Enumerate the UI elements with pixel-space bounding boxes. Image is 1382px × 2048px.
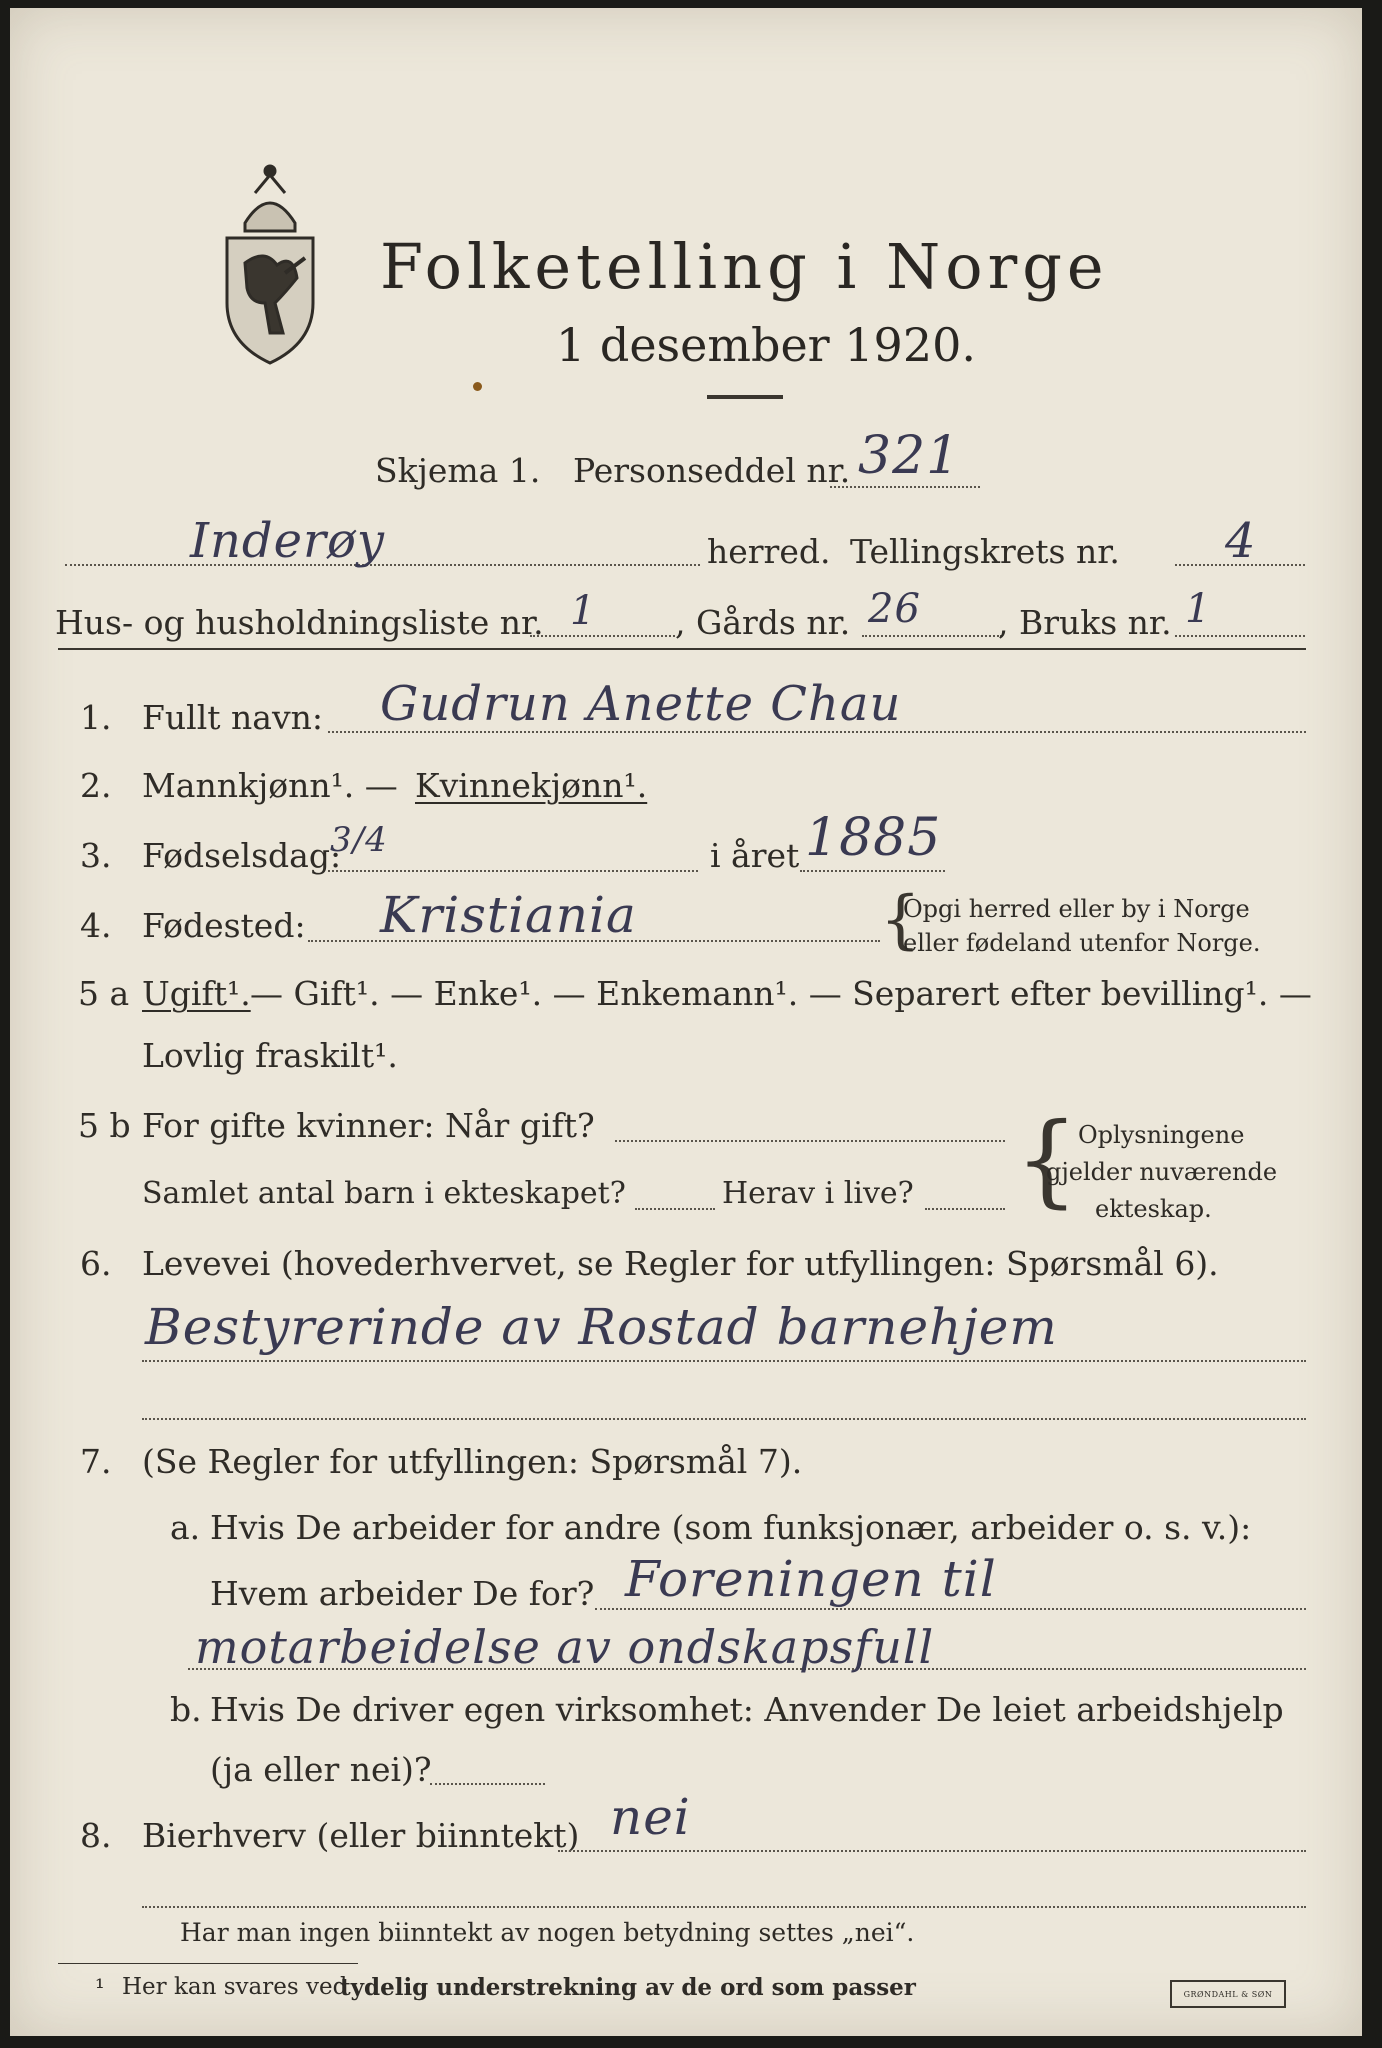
q6-label: Levevei (hovederhvervet, se Regler for utfyllingen: Spørsmål 6). (142, 1244, 1219, 1283)
coat-of-arms-icon (215, 153, 325, 368)
q5b-note-3: ekteskap. (1095, 1195, 1212, 1223)
q7b-question: (ja eller nei)? (210, 1750, 432, 1789)
footnote-divider (58, 1963, 358, 1964)
personseddel-label: Personseddel nr. (573, 451, 851, 490)
schema-label: Skjema 1. (375, 451, 541, 490)
q5a-number: 5 a (78, 974, 130, 1013)
q1-number: 1. (80, 698, 112, 737)
q5b-children-line (635, 1208, 715, 1210)
q5b-label-children: Samlet antal barn i ekteskapet? (142, 1176, 626, 1211)
q8-line-2 (142, 1906, 1306, 1908)
gards-value: 26 (868, 586, 921, 632)
q6-number: 6. (80, 1244, 112, 1283)
census-form-page (10, 8, 1362, 2036)
husliste-label: Hus- og husholdningsliste nr. (55, 603, 544, 642)
header-divider (58, 648, 1306, 650)
form-title: Folketelling i Norge (380, 230, 1109, 303)
footer-note: Har man ingen biinntekt av nogen betydning settes „nei“. (180, 1918, 915, 1947)
q7-label: (Se Regler for utfyllingen: Spørsmål 7). (142, 1442, 803, 1481)
q5b-alive-line (925, 1208, 1005, 1210)
q5a-options: — Gift¹. — Enke¹. — Enkemann¹. — Separert efter bevilling¹. — (250, 974, 1312, 1013)
q3-year-line (800, 870, 945, 872)
q7b-line (430, 1783, 545, 1785)
tellingskrets-label: Tellingskrets nr. (850, 532, 1120, 571)
q6-value: Bestyrerinde av Rostad barnehjem (145, 1298, 1058, 1356)
q1-label: Fullt navn: (142, 698, 323, 737)
q3-day: 3/4 (330, 820, 388, 860)
q4-note-1: Opgi herred eller by i Norge (903, 895, 1250, 923)
q5b-married-line (615, 1140, 1005, 1142)
q7a-number: a. (170, 1508, 201, 1547)
q2-male: Mannkjønn¹. — (142, 766, 398, 805)
q5a-line2: Lovlig fraskilt¹. (142, 1036, 398, 1075)
q4-brace: { (880, 883, 921, 957)
q3-day-line (328, 870, 698, 872)
q2-female (415, 766, 647, 805)
footnote-mark: ¹ (95, 1974, 105, 2002)
q5b-note-2: gjelder nuværende (1046, 1158, 1278, 1186)
footnote-text: Her kan svares ved (122, 1974, 348, 2000)
q6-line-1 (142, 1360, 1306, 1362)
herred-label: herred. (707, 532, 831, 571)
q5a-ugift-underlined: Ugift¹. (142, 974, 251, 1013)
q4-number: 4. (80, 906, 112, 945)
gards-line (862, 635, 1002, 637)
q5b-note-1: Oplysningene (1078, 1121, 1245, 1149)
q2-number: 2. (80, 766, 112, 805)
q7a-label: Hvis De arbeider for andre (som funksjonær, arbeider o. s. v.): (210, 1508, 1252, 1547)
q7a-value-2: motarbeidelse av ondskapsfull (195, 1620, 935, 1674)
q8-value: nei (610, 1788, 691, 1846)
q7a-value-1: Foreningen til (625, 1550, 997, 1608)
q5b-label-alive: Herav i live? (722, 1176, 914, 1211)
husliste-value: 1 (570, 588, 597, 634)
q2-female-underlined: Kvinnekjønn¹. (415, 766, 648, 805)
q3-year: 1885 (805, 808, 942, 868)
q3-number: 3. (80, 836, 112, 875)
personseddel-value: 321 (858, 426, 961, 486)
q5b-brace: { (1015, 1101, 1079, 1218)
printer-stamp (1170, 1980, 1286, 2008)
q8-line (558, 1850, 1306, 1852)
q7-number: 7. (80, 1442, 112, 1481)
q5b-number: 5 b (78, 1106, 131, 1145)
ink-spot (473, 382, 482, 391)
printer-stamp-text: GRØNDAHL & SØN (1183, 1989, 1273, 1999)
bruks-label: , Bruks nr. (998, 603, 1172, 642)
q5a-ugift (142, 974, 251, 1013)
q6-line-2 (142, 1418, 1306, 1420)
q7b-label: Hvis De driver egen virksomhet: Anvender De leiet arbeidshjelp (210, 1690, 1284, 1729)
q8-label: Bierhverv (eller biinntekt) (142, 1816, 580, 1855)
q4-label: Fødested: (142, 906, 306, 945)
q7a-line-1 (595, 1608, 1306, 1610)
title-divider (707, 395, 783, 399)
footnote-bold: tydelig understrekning av de ord som passer (340, 1974, 916, 2001)
q7b-number: b. (170, 1690, 202, 1729)
husliste-line (530, 635, 675, 637)
q4-note-2: eller fødeland utenfor Norge. (903, 929, 1261, 957)
herred-value: Inderøy (190, 513, 385, 569)
bruks-value: 1 (1185, 586, 1212, 632)
q5b-label-married: For gifte kvinner: Når gift? (142, 1106, 595, 1145)
q8-number: 8. (80, 1816, 112, 1855)
gards-label: , Gårds nr. (675, 603, 851, 642)
q7a-question: Hvem arbeider De for? (210, 1574, 595, 1613)
census-date: 1 desember 1920. (556, 318, 976, 372)
q4-value: Kristiania (380, 886, 637, 944)
bruks-line (1175, 635, 1305, 637)
q3-year-label: i året (710, 836, 800, 875)
tellingskrets-value: 4 (1225, 513, 1257, 569)
q3-label: Fødselsdag: (142, 836, 342, 875)
q1-value: Gudrun Anette Chau (380, 676, 902, 732)
personseddel-line (830, 486, 980, 488)
